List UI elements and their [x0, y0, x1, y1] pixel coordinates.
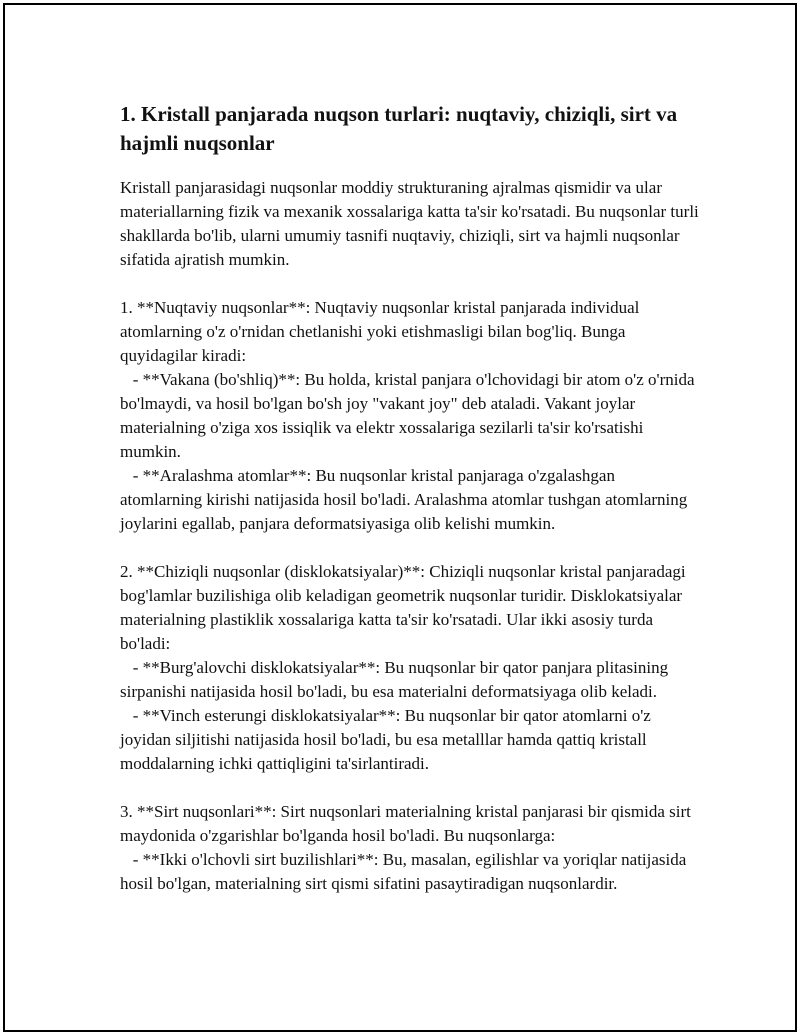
- paragraph-gap: [120, 776, 700, 800]
- section-surface-defects: 3. **Sirt nuqsonlari**: Sirt nuqsonlari materialning kristal panjarasi bir qismida sirt maydonida o'zgarishlar bo'lganda hosil bo'ladi. Bu nuqsonlarga: - **Ikki o'lchovli sirt buzilishlari**: Bu, masalan, egilishlar va yoriqlar natijasida hosil bo'lgan, materialning sirt qismi sifatini pasaytiradigan nuqsonlardir.: [120, 802, 691, 893]
- section-point-defects: 1. **Nuqtaviy nuqsonlar**: Nuqtaviy nuqsonlar kristal panjarada individual atomlarning o'z o'rnidan chetlanishi yoki etishmasligi bilan bog'liq. Bunga quyidagilar kiradi: - **Vakana (bo'shliq)**: Bu holda, kristal panjara o'lchovidagi bir atom o'z o'rnida bo'lmaydi, va hosil bo'lgan bo'sh joy "vakant joy" deb ataladi. Vakant joylar materialning o'ziga xos issiqlik va elektr xossalariga sezilarli ta'sir ko'rsatishi mumkin. - **Aralashma atomlar**: Bu nuqsonlar kristal panjaraga o'zgalashgan atomlarning kirishi natijasida hosil bo'ladi. Aralashma atomlar tushgan atomlarning joylarini egallab, panjara deformatsiyasiga olib kelishi mumkin.: [120, 298, 695, 533]
- intro-paragraph: Kristall panjarasidagi nuqsonlar moddiy strukturaning ajralmas qismidir va ular materiallarning fizik va mexanik xossalariga katta ta'sir ko'rsatadi. Bu nuqsonlar turli shakllarda bo'lib, ularni umumiy tasnifi nuqtaviy, chiziqli, sirt va hajmli nuqsonlar sifatida ajratish mumkin.: [120, 178, 704, 269]
- section-line-defects: 2. **Chiziqli nuqsonlar (disklokatsiyalar)**: Chiziqli nuqsonlar kristal panjaradagi bog'lamlar buzilishiga olib keladigan geometrik nuqsonlar turidir. Disklokatsiyalar materialning plastiklik xossalariga katta ta'sir ko'rsatadi. Ular ikki asosiy turda bo'ladi: - **Burg'alovchi disklokatsiyalar**: Bu nuqsonlar bir qator panjara plitasining sirpanishi natijasida hosil bo'ladi, bu esa materialni deformatsiyaga olib keladi. - **Vinch esterungi disklokatsiyalar**: Bu nuqsonlar bir qator atomlarni o'z joyidan siljitishi natijasida hosil bo'ladi, bu esa metalllar hamda qattiq kristall moddalarning ichki qattiqligini ta'sirlantiradi.: [120, 562, 686, 773]
- document-page: [3, 3, 797, 1032]
- paragraph-gap: [120, 536, 700, 560]
- paragraph-gap: [120, 272, 700, 296]
- document-title: 1. Kristall panjarada nuqson turlari: nuqtaviy, chiziqli, sirt va hajmli nuqsonlar: [120, 102, 678, 155]
- document-content: [120, 100, 704, 896]
